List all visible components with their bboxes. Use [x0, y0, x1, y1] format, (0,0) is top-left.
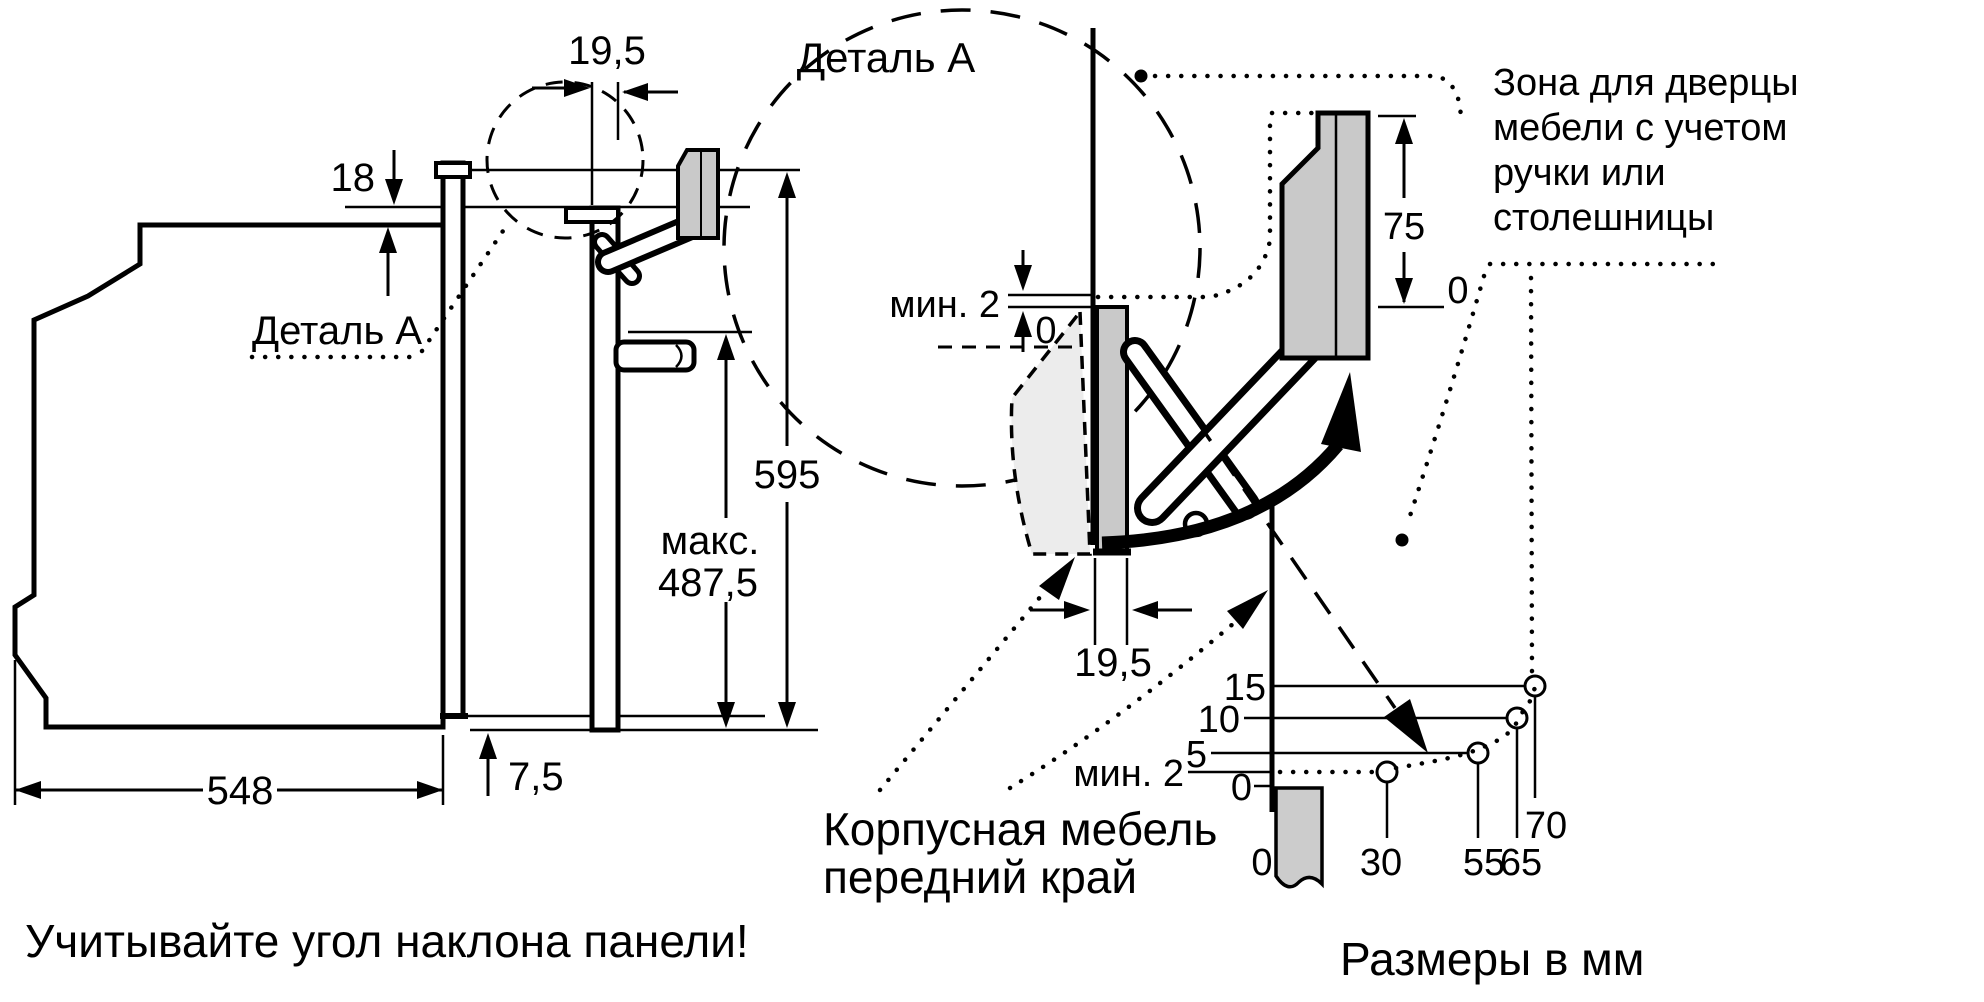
dim-7-5 [479, 733, 564, 799]
furniture-label-line1: Корпусная мебель [823, 803, 1218, 855]
oven-door-bar [443, 163, 463, 716]
tilt-note: Учитывайте угол наклона панели! [25, 915, 749, 967]
dim-19-5-left [532, 29, 678, 205]
dim-19-5-detail-label: 19,5 [1074, 641, 1152, 685]
graph-line-5 [1186, 734, 1505, 884]
zone-annotation [1396, 62, 1799, 674]
zone-note-line4: столешницы [1493, 197, 1715, 239]
furniture-panel-top-cap [566, 208, 618, 222]
graph-x70: 70 [1524, 805, 1568, 847]
detail-furniture-door-panel [1282, 113, 1368, 358]
zone-leader-to-dot [1396, 276, 1485, 547]
graph-x55: 55 [1462, 842, 1506, 884]
min-2-label: мин. 2 [889, 284, 1000, 326]
furniture-label-line2: передний край [823, 851, 1138, 903]
dim-7-5-label: 7,5 [508, 755, 564, 799]
oven-door-top-cap [436, 163, 470, 177]
zone-note-line2: мебели с учетом [1493, 107, 1788, 149]
dim-18-label: 18 [330, 156, 375, 200]
zero-ref-label: 0 [1447, 270, 1469, 312]
graph-x65: 65 [1499, 842, 1543, 884]
zone-note-line3: ручки или [1493, 152, 1666, 194]
detail-a-callout [252, 228, 505, 357]
dim-595-label: 595 [753, 453, 821, 497]
zone-leader-to-curve [1531, 278, 1532, 674]
dim-max-value: 487,5 [657, 561, 759, 605]
dim-548 [15, 660, 443, 813]
furniture-door-piece [678, 150, 718, 238]
graph-y0: 0 [1230, 767, 1252, 809]
zone-note-line1: Зона для дверцы [1493, 62, 1799, 104]
oven-body-outline [15, 225, 445, 727]
handle-knob [616, 342, 694, 370]
detail-a-enlarged [724, 10, 1469, 753]
graph-y15: 15 [1223, 667, 1266, 709]
leader-to-detail [880, 557, 1075, 790]
detail-a-title: Деталь A [796, 34, 976, 81]
dim-19-5-left-label: 19,5 [568, 29, 646, 73]
dashed-leader-to-graph [1172, 385, 1428, 753]
graph-furniture-bar [1276, 788, 1322, 887]
graph-x0: 0 [1251, 842, 1273, 884]
zero-gap-label: 0 [1035, 310, 1057, 352]
graph-x30: 30 [1359, 842, 1403, 884]
dim-548-label: 548 [206, 769, 274, 813]
dim-max-word: макс. [660, 519, 760, 563]
oven-side-view [15, 29, 820, 967]
dim-75 [1378, 116, 1469, 312]
graph-line-0 [1231, 767, 1273, 884]
graph-y10: 10 [1197, 699, 1240, 741]
furniture-panel-bar [592, 208, 618, 730]
dim-max-487-5 [658, 334, 759, 728]
dim-595 [754, 172, 821, 728]
detail-a-label: Деталь A [252, 309, 423, 353]
dim-75-label: 75 [1382, 206, 1426, 248]
graph-y5: 5 [1185, 734, 1207, 776]
graph-ymin2: мин. 2 [1073, 753, 1184, 795]
units-note: Размеры в мм [1340, 933, 1645, 985]
